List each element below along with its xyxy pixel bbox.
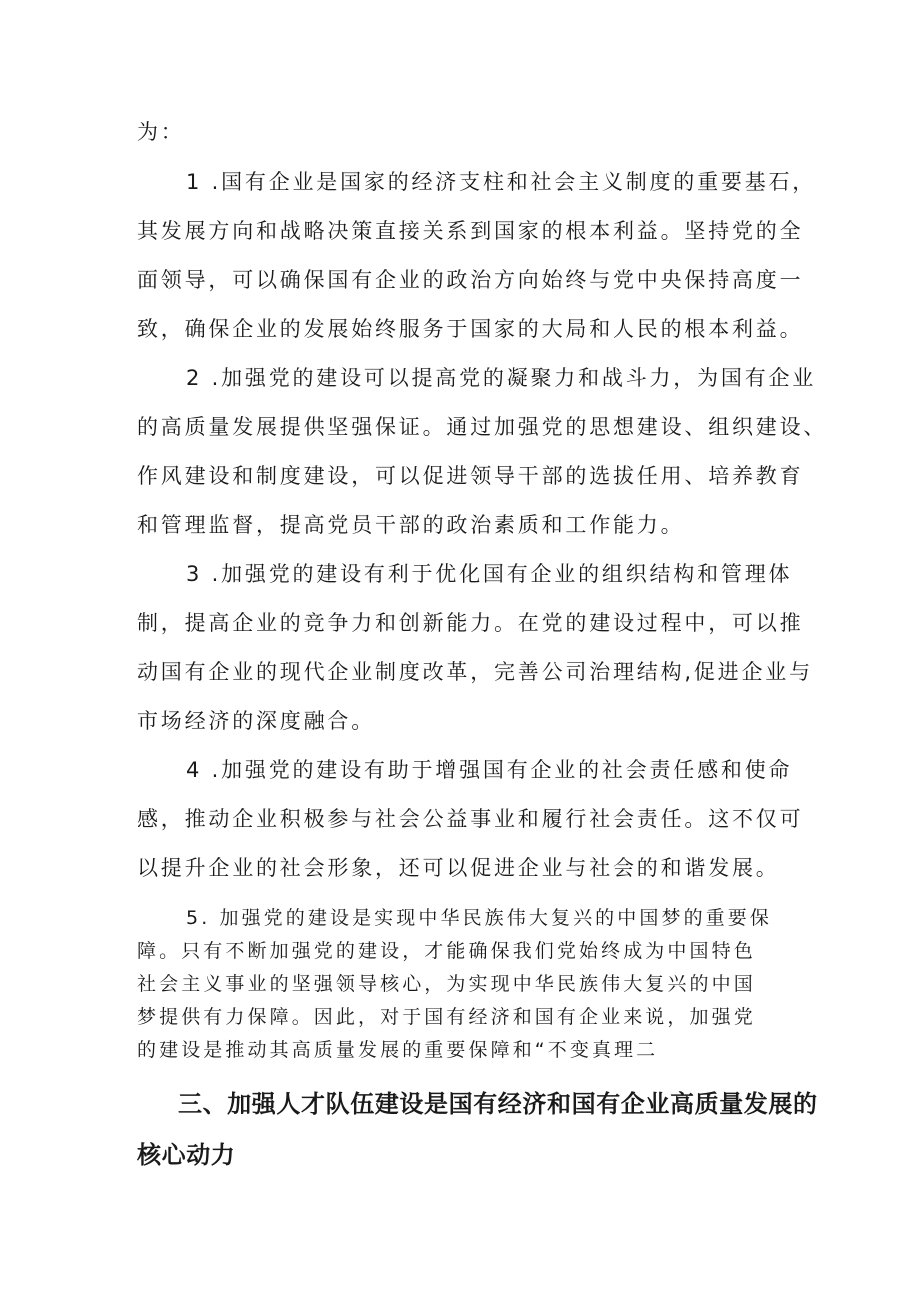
paragraph-line: 障。只有不断加强党的建设，才能确保我们党始终成为中国特色	[137, 940, 756, 962]
paragraph-line: 致，确保企业的发展始终服务于国家的大局和人民的根本利益。	[137, 317, 804, 341]
paragraph-line: 的建设是推动其高质量发展的重要保障和“不变真理二	[137, 1039, 659, 1061]
paragraph-line: 以提升企业的社会形象，还可以促进企业与社会的和谐发展。	[137, 856, 780, 880]
paragraph-line: 动国有企业的现代企业制度改革，完善公司治理结构,促进企业与	[137, 660, 813, 684]
paragraph-line: 的高质量发展提供坚强保证。通过加强党的思想建设、组织建设、	[137, 415, 828, 439]
paragraph-line: 面领导，可以确保国有企业的政治方向始终与党中央保持高度一	[137, 268, 804, 292]
paragraph-line: 作风建设和制度建设，可以促进领导干部的选拔任用、培养教育	[137, 464, 804, 488]
paragraph-line: 感，推动企业积极参与社会公益事业和履行社会责任。这不仅可	[137, 807, 804, 831]
section-heading-line: 三、加强人才队伍建设是国有经济和国有企业高质量发展的	[178, 1090, 818, 1118]
paragraph-line: 其发展方向和战略决策直接关系到国家的根本利益。坚持党的全	[137, 219, 804, 243]
paragraph-line: 2 .加强党的建设可以提高党的凝聚力和战斗力，为国有企业	[186, 366, 817, 390]
paragraph-line: 梦提供有力保障。因此，对于国有经济和国有企业来说，加强党	[137, 1006, 756, 1028]
paragraph-line: 3 .加强党的建设有利于优化国有企业的组织结构和管理体	[186, 562, 793, 586]
intro-tail-text: 为：	[137, 120, 185, 144]
paragraph-line: 市场经济的深度融合。	[137, 709, 375, 733]
paragraph-line: 5. 加强党的建设是实现中华民族伟大复兴的中国梦的重要保	[186, 907, 772, 929]
paragraph-line: 4 .加强党的建设有助于增强国有企业的社会责任感和使命	[186, 758, 793, 782]
paragraph-line: 1 .国有企业是国家的经济支柱和社会主义制度的重要基石，	[186, 170, 817, 194]
paragraph-line: 社会主义事业的坚强领导核心，为实现中华民族伟大复兴的中国	[137, 973, 756, 995]
paragraph-line: 制，提高企业的竞争力和创新能力。在党的建设过程中，可以推	[137, 611, 804, 635]
section-heading-line: 核心动力	[137, 1141, 236, 1169]
paragraph-line: 和管理监督，提高党员干部的政治素质和工作能力。	[137, 513, 685, 537]
